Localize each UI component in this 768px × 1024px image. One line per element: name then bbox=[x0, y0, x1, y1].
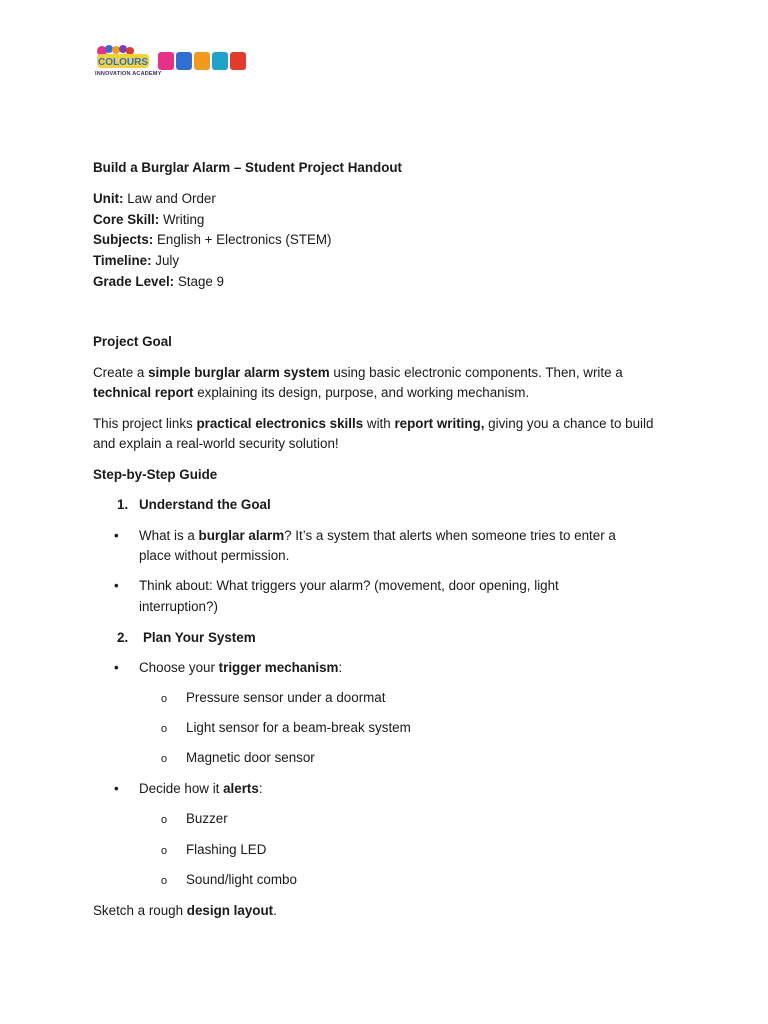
bullet-icon: • bbox=[114, 781, 119, 796]
meta-subjects: Subjects: English + Electronics (STEM) bbox=[93, 232, 332, 247]
step-2-number: 2. bbox=[117, 630, 129, 645]
academy-logo bbox=[95, 44, 255, 82]
trigger-option: Magnetic door sensor bbox=[186, 750, 315, 765]
goal-paragraph-2-line-1: This project links practical electronics skills with report writing, giving you a chance to build bbox=[93, 416, 654, 431]
palette-icon bbox=[212, 52, 228, 70]
circle-bullet-icon: o bbox=[161, 875, 168, 887]
trigger-option: Pressure sensor under a doormat bbox=[186, 690, 386, 705]
meta-grade-level: Grade Level: Stage 9 bbox=[93, 274, 225, 289]
goal-paragraph-1-line-1: Create a simple burglar alarm system using basic electronic components. Then, write a bbox=[93, 365, 623, 380]
step-2-bullet-trigger: Choose your trigger mechanism: bbox=[139, 660, 343, 675]
goal-paragraph-2-line-2: and explain a real-world security solution! bbox=[93, 436, 339, 451]
circle-bullet-icon: o bbox=[161, 845, 168, 857]
circle-bullet-icon: o bbox=[161, 753, 168, 765]
circle-bullet-icon: o bbox=[161, 814, 168, 826]
bullet-icon: • bbox=[114, 660, 119, 675]
grid-icon bbox=[230, 52, 246, 70]
step-1-bullet-2-line-1: Think about: What triggers your alarm? (movement, door opening, light bbox=[139, 578, 559, 593]
sketch-instruction: Sketch a rough design layout. bbox=[93, 903, 277, 918]
logo-caption: INNOVATION ACADEMY bbox=[95, 71, 162, 77]
alert-option: Sound/light combo bbox=[186, 872, 297, 887]
project-goal-heading: Project Goal bbox=[93, 334, 172, 349]
document-title: Build a Burglar Alarm – Student Project Handout bbox=[93, 160, 403, 175]
trigger-option: Light sensor for a beam-break system bbox=[186, 720, 411, 735]
step-2-title: Plan Your System bbox=[143, 630, 256, 645]
step-1-title: Understand the Goal bbox=[139, 497, 271, 512]
art-icon bbox=[158, 52, 174, 70]
alert-option: Flashing LED bbox=[186, 842, 267, 857]
circle-bullet-icon: o bbox=[161, 693, 168, 705]
logo-icon-strip bbox=[158, 52, 246, 70]
guide-heading: Step-by-Step Guide bbox=[93, 467, 218, 482]
step-1-number: 1. bbox=[117, 497, 129, 512]
bullet-icon: • bbox=[114, 578, 119, 593]
colours-wordmark-graphic bbox=[95, 44, 153, 70]
alert-option: Buzzer bbox=[186, 811, 228, 826]
circle-bullet-icon: o bbox=[161, 723, 168, 735]
gear-icon bbox=[194, 52, 210, 70]
meta-core-skill: Core Skill: Writing bbox=[93, 212, 205, 227]
step-1-bullet-1-line-1: What is a burglar alarm? It’s a system that alerts when someone tries to enter a bbox=[139, 528, 616, 543]
meta-timeline: Timeline: July bbox=[93, 253, 180, 268]
step-1-bullet-1-line-2: place without permission. bbox=[139, 548, 290, 563]
step-2-bullet-alerts: Decide how it alerts: bbox=[139, 781, 263, 796]
step-1-bullet-2-line-2: interruption?) bbox=[139, 599, 218, 614]
science-icon bbox=[176, 52, 192, 70]
goal-paragraph-1-line-2: technical report explaining its design, purpose, and working mechanism. bbox=[93, 385, 530, 400]
bullet-icon: • bbox=[114, 528, 119, 543]
logo-wordmark: COLOURS bbox=[98, 57, 148, 68]
meta-unit: Unit: Law and Order bbox=[93, 191, 216, 206]
